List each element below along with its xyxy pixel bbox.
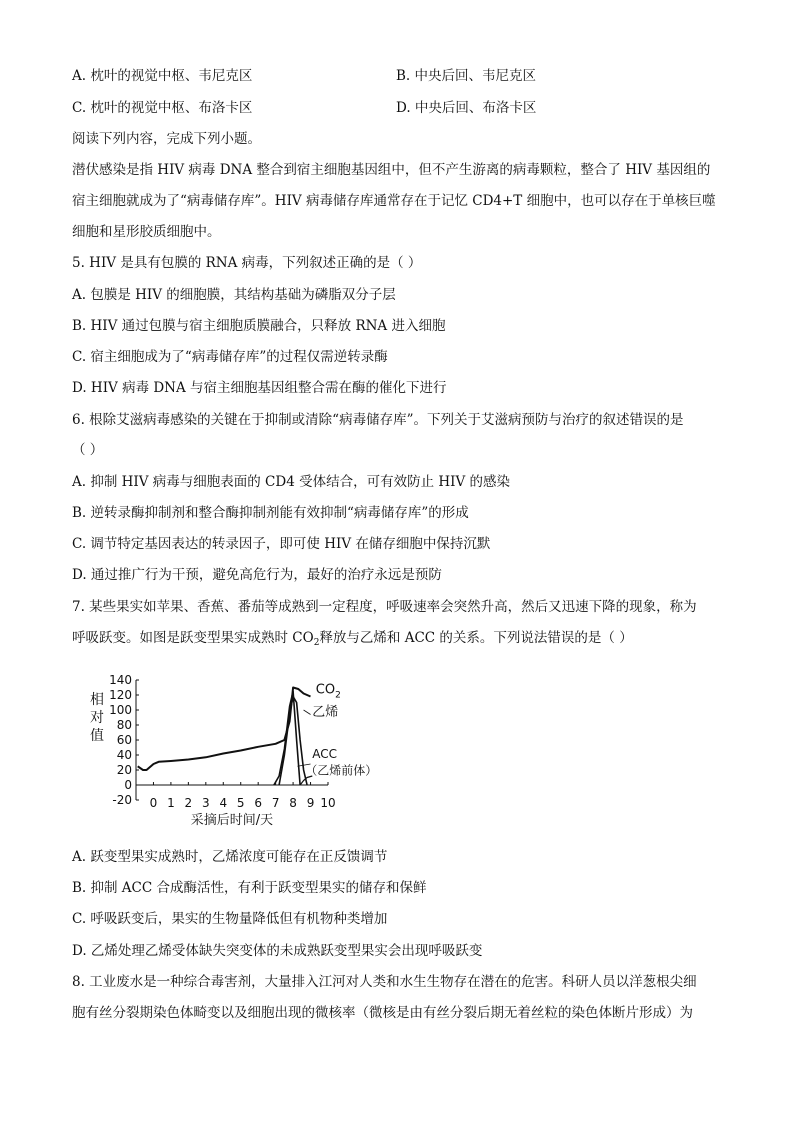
reading-instruction: 阅读下列内容，完成下列小题。 xyxy=(72,131,261,147)
prev-option-c: C. 枕叶的视觉中枢、布洛卡区 xyxy=(72,100,253,116)
x-tick-label: 2 xyxy=(184,796,193,810)
y-tick-label: 120 xyxy=(109,688,132,702)
passage-line: 潜伏感染是指 HIV 病毒 DNA 整合到宿主细胞基因组中，但不产生游离的病毒颗粒，整合了 HIV 基因组的 xyxy=(72,162,711,178)
question-6-option-d: D. 通过推广行为干预，避免高危行为，最好的治疗永远是预防 xyxy=(72,567,442,583)
question-7-option-c: C. 呼吸跃变后，果实的生物量降低但有机物种类增加 xyxy=(72,911,388,927)
chart-series xyxy=(138,688,313,786)
y-axis-label-char: 对 xyxy=(90,710,104,726)
series-label-acc: ACC xyxy=(312,747,338,761)
y-axis-label-char: 相 xyxy=(90,692,104,708)
series-label-acc-note: （乙烯前体） xyxy=(305,763,378,778)
x-axis-ticks xyxy=(150,782,336,810)
question-7-option-d: D. 乙烯处理乙烯受体缺失突变体的未成熟跃变型果实会出现呼吸跃变 xyxy=(72,943,483,959)
y-tick-label: 80 xyxy=(116,718,132,732)
question-5-option-a: A. 包膜是 HIV 的细胞膜，其结构基础为磷脂双分子层 xyxy=(72,287,396,303)
question-7-option-b: B. 抑制 ACC 合成酶活性，有利于跃变型果实的储存和保鲜 xyxy=(72,880,427,896)
y-axis-label-char: 值 xyxy=(90,728,104,744)
y-tick-label: -20 xyxy=(112,793,132,807)
question-8-stem: 8. 工业废水是一种综合毒害剂，大量排入江河对人类和水生生物存在潜在的危害。科研人员以洋葱根尖细 xyxy=(72,974,697,990)
passage-line: 宿主细胞就成为了“病毒储存库”。HIV 病毒储存库通常存在于记忆 CD4+T 细胞中，也可以存在于单核巨噬 xyxy=(72,193,716,209)
question-7-stem: 7. 某些果实如苹果、香蕉、番茄等成熟到一定程度，呼吸速率会突然升高，然后又迅速下降的现象，称为 xyxy=(72,599,697,615)
x-tick-label: 0 xyxy=(149,796,158,810)
y-tick-label: 100 xyxy=(109,703,132,717)
y-tick-label: 0 xyxy=(124,778,132,792)
question-6-stem: 6. 根除艾滋病毒感染的关键在于抑制或清除“病毒储存库”。下列关于艾滋病预防与治疗的叙述错误的是 xyxy=(72,412,684,428)
x-tick-label: 7 xyxy=(271,796,280,810)
prev-option-a: A. 枕叶的视觉中枢、韦尼克区 xyxy=(72,68,253,84)
question-6-stem-bracket: （ ） xyxy=(72,442,104,458)
y-tick-label: 40 xyxy=(116,748,132,762)
x-axis-label: 采摘后时间/天 xyxy=(190,813,274,828)
x-tick-label: 1 xyxy=(167,796,175,810)
x-tick-label: 10 xyxy=(320,796,336,810)
question-5-stem: 5. HIV 是具有包膜的 RNA 病毒，下列叙述正确的是（ ） xyxy=(72,255,422,271)
y-tick-label: 60 xyxy=(116,733,132,747)
question-8-stem-2: 胞有丝分裂期染色体畸变以及细胞出现的微核率（微核是由有丝分裂后期无着丝粒的染色体断片形成）为 xyxy=(72,1005,693,1021)
question-6-option-a: A. 抑制 HIV 病毒与细胞表面的 CD4 受体结合，可有效防止 HIV 的感染 xyxy=(72,474,511,490)
x-tick-label: 9 xyxy=(306,796,315,810)
question-5-option-d: D. HIV 病毒 DNA 与宿主细胞基因组整合需在酶的催化下进行 xyxy=(72,380,447,396)
question-6-option-c: C. 调节特定基因表达的转录因子，即可使 HIV 在储存细胞中保持沉默 xyxy=(72,536,491,552)
series-label-co2: $CO_2$ xyxy=(315,682,341,701)
question-6-option-b: B. 逆转录酶抑制剂和整合酶抑制剂能有效抑制“病毒储存库”的形成 xyxy=(72,505,469,521)
passage-line: 细胞和星形胶质细胞中。 xyxy=(72,224,221,240)
prev-option-d: D. 中央后回、布洛卡区 xyxy=(396,100,537,116)
leader-line xyxy=(304,710,311,715)
prev-option-b: B. 中央后回、韦尼克区 xyxy=(396,68,537,84)
respiration-climacteric-chart xyxy=(86,668,378,828)
y-tick-label: 140 xyxy=(109,673,132,687)
x-tick-label: 6 xyxy=(254,796,263,810)
y-tick-label: 20 xyxy=(116,763,132,777)
x-tick-label: 4 xyxy=(219,796,228,810)
x-tick-label: 5 xyxy=(236,796,245,810)
question-5-option-c: C. 宿主细胞成为了“病毒储存库”的过程仅需逆转录酶 xyxy=(72,349,388,365)
x-tick-label: 8 xyxy=(289,796,297,810)
series-label-ethylene: 乙烯 xyxy=(312,705,339,720)
question-7-option-a: A. 跃变型果实成熟时，乙烯浓度可能存在正反馈调节 xyxy=(72,849,388,865)
y-axis-label xyxy=(90,691,104,744)
x-tick-label: 3 xyxy=(201,796,210,810)
y-axis-ticks xyxy=(109,673,139,807)
question-7-stem-2: 呼吸跃变。如图是跃变型果实成熟时 $CO_2$释放与乙烯和 ACC 的关系。下列说法错误的是（ ） xyxy=(72,630,633,648)
question-5-option-b: B. HIV 通过包膜与宿主细胞质膜融合，只释放 RNA 进入细胞 xyxy=(72,318,446,334)
